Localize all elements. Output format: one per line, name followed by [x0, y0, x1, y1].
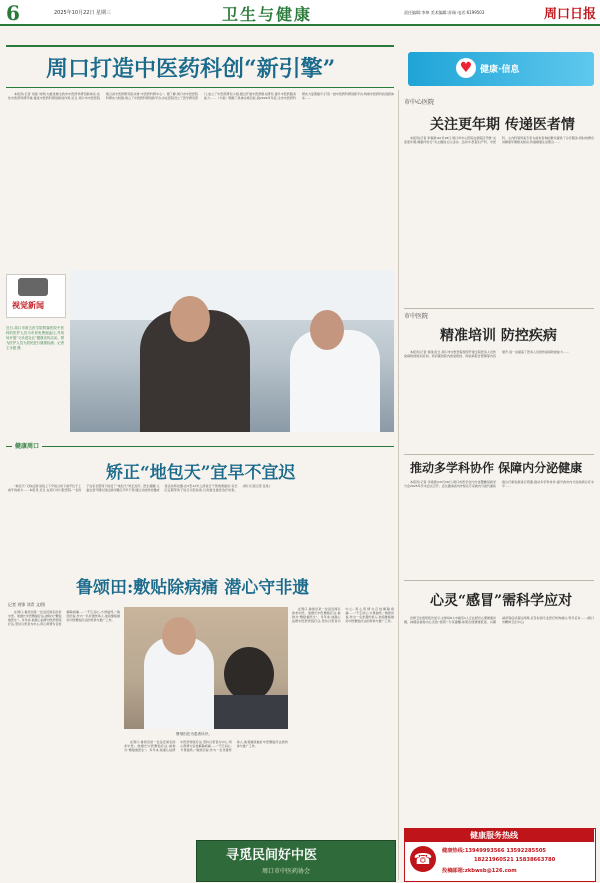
banner-heart-icon: ♥ [456, 58, 476, 78]
right3-body [404, 480, 594, 576]
banner-text: 健康·信息 [480, 65, 520, 75]
photo-doctor-caption: 鲁颂田在为患者诊疗。 [176, 732, 212, 736]
article3-body-text-2: 在周口,鲁颂田是一位远近闻名的老中医。他擅长中医敷贴疗法,被称为“敷贴鲁医生”。多年来,他潜心钻研中医药传统疗法,坚持以患者为中心,用心用情为百姓解除病痛……“不忘初心,方得始终。”鲁颂田说,作为一名非遗传承人,他将继续做好中医敷贴疗法的传承与推广工作。 [124, 740, 288, 753]
photo-patient-head [224, 647, 274, 701]
article2-headline: 矫正“地包天”宜早不宜迟 [106, 463, 296, 483]
photo-patient-body [214, 695, 288, 729]
photo-person-left-head [170, 296, 210, 342]
right4-headline: 心灵“感冒”需科学应对 [430, 593, 573, 609]
right2-body-text: 本报讯(记者 刘锋)近日,周口市中医医院组织开展全院医务人员传染病防控知识培训。培训围绕院内感染防控、传染病报告管理等内容展开,进一步提高了医务人员的传染病防控能力…… [404, 350, 569, 359]
right2-tag: 市中医院 [404, 313, 429, 320]
right-rule-3 [404, 580, 594, 581]
photo-caption: 近日,周口市第五医学院附属医院中医科的医护人员为市民免费测血压,并现场开展“义诊进社区”健康宣传活动。图为医护人员为居民进行健康检测。记者 王永强 摄 [6, 326, 64, 350]
hotline-line2: 18221960521 15838663780 [474, 857, 556, 863]
article3-headline: 鲁颂田:敷贴除病痛 潜心守非遗 [76, 578, 310, 598]
section-label: 健康周口 [12, 441, 42, 450]
article3-byline: 记者 刘锋 刘青 文/图 [8, 602, 46, 607]
lead-body [8, 92, 394, 264]
hotline-title: 健康服务热线 [470, 831, 518, 840]
article3-body-right [292, 607, 394, 837]
photo-nurse-head [310, 310, 344, 350]
section-label-bar [6, 446, 394, 447]
article3-body-left [8, 610, 120, 878]
lead-headline: 周口打造中医药科创“新引擎” [46, 56, 336, 82]
right1-body-text: 本报讯(记者 李春游)10月18日,周口市中心医院在新院区开展“关爱更年期,健康伴你行”为主题的义诊活动。活动中,医院妇产科、中医科、心内科等科室专家为前来咨询的群众提供了诊疗服务,同时向群众讲解更年期相关知识,传递健康生活理念…… [404, 136, 594, 145]
hotline-line1: 健康热线:13949993566 13592285505 [442, 848, 547, 854]
right1-headline: 关注更年期 传递医者情 [430, 117, 575, 133]
photo-badge-label: 视觉新闻 [12, 301, 44, 310]
article2-body-text: “地包天”又称反颌,是指上下牙咬合时下前牙位于上前牙的前方……本报讯 近日,在周口市口腔医院,一名孩子在家长陪同下接受了“地包天”矫正治疗。医生提醒,儿童在替牙期出现反颌问题应尽早干预,通过功能矫治器或者活动矫治器,在3至12岁之间进行干预效果最好,家长应定期带孩子进行口腔检查,以免错过最佳治疗时机。(周口日报记者 张泉) [8, 484, 270, 493]
right-rule-2 [404, 454, 594, 455]
page-number: 6 [6, 1, 20, 25]
right1-tag: 市中心医院 [404, 99, 435, 106]
paper-name: 周口日报 [544, 7, 597, 22]
right3-body-text: 本报讯(记者 李春游)10月18日,周口市医学会内分泌暨糖尿病学分会2025年学术会议召开。会议邀请省内外知名专家就内分泌代谢疾病诊疗新进展进行授课,推动多学科协作,提升我市内分泌疾病诊疗水平…… [404, 480, 594, 489]
photo-window [70, 270, 394, 320]
right2-headline: 精准培训 防控疾病 [440, 328, 557, 344]
right4-body [404, 616, 594, 822]
hotline-line3: 投稿邮箱:zkbwsb@126.com [442, 868, 517, 874]
camera-icon [18, 278, 48, 296]
header-editors: 责任编辑:李坤 美术编辑:苏瑞 电话:6199503 [404, 10, 485, 15]
header-date: 2025年10月22日 星期三 [54, 10, 112, 16]
right3-headline: 推动多学科协作 保障内分泌健康 [410, 461, 583, 475]
phone-icon: ☎ [410, 846, 436, 872]
article3-body-middle [124, 740, 288, 836]
article2-body [8, 484, 394, 568]
photo-doctor [124, 607, 288, 729]
photo-doctor-head [162, 617, 196, 655]
right1-body [404, 136, 594, 304]
right4-body-text: 世界卫生组织报告显示,全球每8人中就有1人正在经历心理健康问题。抑郁症被称为心灵的“感冒”,专家提醒,如果出现情绪低落、兴趣减退等症状超过两周,应及时到专业医疗机构就诊,科学应对……(周口市精神卫生中心) [404, 616, 594, 625]
promo-title: 寻觅民间好中医 [226, 848, 318, 863]
promo-subtitle: 周口市中医药协会 [262, 868, 311, 875]
photo-blood-donation [70, 270, 394, 432]
article3-body-text: 在周口,鲁颂田是一位远近闻名的老中医。他擅长中医敷贴疗法,被称为“敷贴鲁医生”。多年来,他潜心钻研中医药传统疗法,坚持以患者为中心,用心用情为百姓解除病痛……“不忘初心,方得始终。”鲁颂田说,作为一名非遗传承人,他将继续做好中医敷贴疗法的传承与推广工作。 [8, 610, 120, 627]
column-divider [398, 90, 399, 880]
section-title: 卫生与健康 [222, 5, 313, 24]
article3-body-text-3: 在周口,鲁颂田是一位远近闻名的老中医。他擅长中医敷贴疗法,被称为“敷贴鲁医生”。多年来,他潜心钻研中医药传统疗法,坚持以患者为中心,用心用情为百姓解除病痛……“不忘初心,方得始终。”鲁颂田说,作为一名非遗传承人,他将继续做好中医敷贴疗法的传承与推广工作。 [292, 607, 394, 624]
lead-body-text: 本报讯(记者 刘锋 刘青)为推进健全我市中医药科研创新体系,优化中医药科研环境,推进中医药科研创新的作用,近日,周口市中医医院联合省中医药研究院共建“中医药科研中心”。据了解,周口市中医医院科研实力较强,建立了中医药科研创新平台,并在医院设立了医学研究部门,成立了中医药研究小组,通过开展中医药相关研究,提升中医药服务能力……《方案》明确了具体实施目标,到2026年年底,全市中医药科研实力显著提升,打造一批中医药科研创新平台,构建中医药科技创新体系…… [8, 92, 394, 101]
right-rule-1 [404, 308, 594, 309]
right2-body [404, 350, 594, 450]
